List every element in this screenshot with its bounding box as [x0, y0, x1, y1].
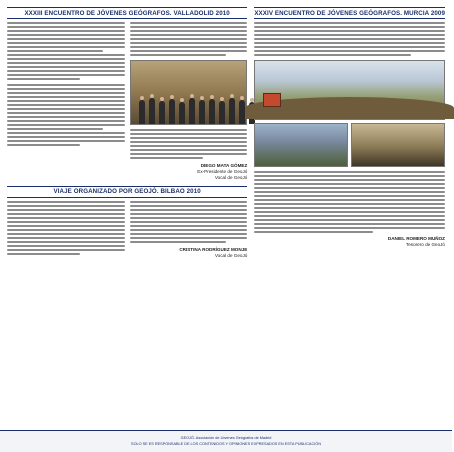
valladolid-signature: [130, 163, 248, 181]
murcia-signature: [254, 236, 445, 248]
valladolid-text-column-2: [130, 22, 248, 181]
bilbao-signature: [130, 247, 248, 259]
murcia-photo-left: [254, 123, 348, 167]
bilbao-text-column-2: [130, 201, 248, 259]
bilbao-paragraph-1: [7, 201, 125, 255]
valladolid-signature-role: Ex-Presidente de GeoJó: [197, 168, 248, 174]
bilbao-article-body: [7, 201, 247, 259]
murcia-landscape-photo: [254, 60, 445, 120]
footer-line-2: SOLO SE ES RESPONSABLE DE LOS CONTENIDOS Y OPINIONES EXPRESADOS EN ESTA PUBLICACIÓN: [131, 441, 321, 446]
page-footer: [0, 430, 452, 452]
murcia-signature-name: DANIEL ROMERO MUÑOZ: [387, 236, 445, 241]
valladolid-paragraph-3: [130, 22, 248, 56]
valladolid-paragraph-1: [7, 22, 125, 80]
bilbao-text-column-1: [7, 201, 125, 259]
bilbao-signature-role: Vocal de GeoJó: [214, 252, 248, 258]
footer-line-1: GEOJÓ. Asociación de Jóvenes Geógrafos de Madrid: [180, 436, 272, 441]
murcia-signature-role: Tesorero de GeoJó: [405, 241, 445, 247]
bilbao-paragraph-2: [130, 201, 248, 243]
murcia-article-title: XXXIV ENCUENTRO DE JÓVENES GEÓGRAFOS. MURCIA 2009: [254, 7, 445, 19]
valladolid-text-column-1: [7, 22, 125, 181]
left-column: [7, 7, 247, 431]
murcia-photo-right: [351, 123, 445, 167]
valladolid-article-body: [7, 22, 247, 181]
group-photo: [130, 60, 248, 125]
page-columns: [7, 7, 445, 431]
valladolid-paragraph-4: [130, 129, 248, 159]
bilbao-article-title: VIAJE ORGANIZADO POR GEOJÓ. BILBAO 2010: [7, 186, 247, 198]
murcia-paragraph-2: [254, 171, 445, 233]
valladolid-signature-role-2: Vocal de GeoJó: [214, 174, 248, 180]
valladolid-article-title: XXXIII ENCUENTRO DE JÓVENES GEÓGRAFOS. VALLADOLID 2010: [7, 7, 247, 19]
valladolid-paragraph-2: [7, 84, 125, 146]
murcia-photo-pair: [254, 123, 445, 167]
right-column: [254, 7, 445, 431]
valladolid-signature-name: DIEGO MATA GÓMEZ: [200, 163, 248, 168]
bilbao-signature-name: CRISTINA RODRÍGUEZ MONJE: [179, 246, 248, 252]
murcia-paragraph-1: [254, 22, 445, 56]
